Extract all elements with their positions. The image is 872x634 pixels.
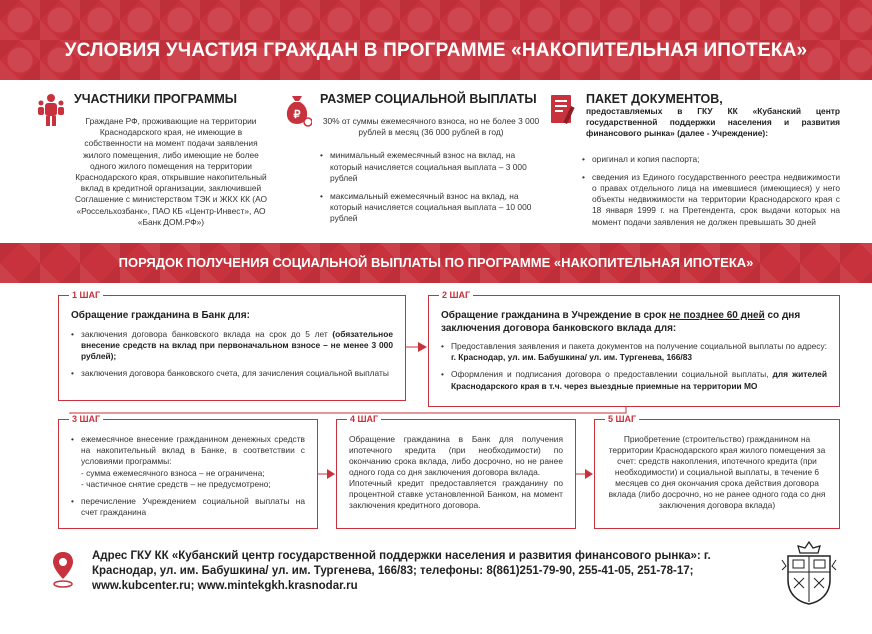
arrow-right-icon bbox=[576, 468, 594, 480]
step-4-box bbox=[336, 414, 576, 529]
step-4-text-credit: Обращение гражданина в Банк для получения ипотечного кредита (при необходимости) по окончанию срока вклада, либо досрочно, но не ранее одного года со дня заключения договора вклада. bbox=[349, 434, 563, 477]
svg-text:₽: ₽ bbox=[293, 109, 301, 121]
participants-section bbox=[36, 92, 268, 228]
documents-title: ПАКЕТ ДОКУМЕНТОВ, bbox=[586, 92, 723, 106]
step-5-text: Приобретение (строительство) гражданином на территории Краснодарского края жилого помещения за счет: средств накопления, ипотечного кредита (при необходимости) и социальной выплаты, в течение 6 месяцев со дня окончания срока действия договора вклада (либо досрочно, но не ранее одного года со дня заключения договора вклада) bbox=[608, 434, 826, 510]
people-icon bbox=[36, 92, 66, 128]
procedure-band bbox=[0, 243, 872, 283]
step-3-bullet-deposits: • ежемесячное внесение гражданином денежных средств на накопительный вклад в Банке, в соответствии с условиями программы: - сумма ежемесячного взноса – не ограничена; - частичное снятие средств – не предусмотрено; bbox=[71, 434, 305, 490]
header-banner bbox=[0, 0, 872, 80]
procedure-title: ПОРЯДОК ПОЛУЧЕНИЯ СОЦИАЛЬНОЙ ВЫПЛАТЫ ПО ПРОГРАММЕ «НАКОПИТЕЛЬНАЯ ИПОТЕКА» bbox=[118, 255, 754, 270]
location-pin-icon bbox=[52, 551, 74, 589]
payment-bullet-min: • минимальный ежемесячный взнос на вклад, на который начисляется социальная выплата – 3 000 рублей bbox=[320, 150, 542, 184]
documents-subtitle: предоставляемых в ГКУ КК «Кубанский центр государственной поддержки населения и развития финансового рынка» (далее - Учреждение): bbox=[586, 106, 840, 139]
documents-section bbox=[548, 92, 840, 235]
step-3-bullet-transfer: • перечисление Учреждением социальной выплаты на счет гражданина bbox=[71, 496, 305, 518]
footer-address: Адрес ГКУ КК «Кубанский центр государственной поддержки населения и развития финансового рынка»: г. Краснодар, ул. им. Бабушкина/ ул. им. Тургенева, 166/83; телефоны: 8(861)251-79-90, 255-41-05, 251-78-17; www.kubcenter.ru; www.mintekgkh.krasnodar.ru bbox=[92, 550, 711, 592]
document-icon bbox=[548, 92, 578, 128]
payment-title: РАЗМЕР СОЦИАЛЬНОЙ ВЫПЛАТЫ bbox=[320, 92, 537, 106]
arrow-right-icon bbox=[406, 341, 428, 353]
step-1-box bbox=[58, 290, 406, 401]
step-2-head: Обращение гражданина в Учреждение в срок не позднее 60 дней со дня заключения договора банковского вклада для: bbox=[441, 310, 801, 334]
step-1-label: 1 ШАГ bbox=[69, 290, 103, 300]
step-2-bullet-contract: • Оформления и подписания договора о предоставлении социальной выплаты, для жителей Краснодарского края в т.ч. через выездные приемные на территории МО bbox=[441, 369, 827, 391]
step-1-head: Обращение гражданина в Банк для: bbox=[71, 310, 250, 321]
payment-bullets bbox=[320, 150, 542, 224]
step-5-box bbox=[594, 414, 840, 529]
participants-text: Граждане РФ, проживающие на территории Краснодарского края, не имеющие в собственности на момент подачи заявления жилого помещения, либо имеющие не более одного жилого помещения на территории Краснодарского края, открывшие накопительный вклад в кредитной организации, заключившей Соглашение с министерством ТЭК и ЖКХ КК (АО «Россельхозбанк», ПАО КБ «Центр-Инвест», АО «Банк ДОМ.РФ») bbox=[74, 116, 268, 227]
step-2-bullet-application: • Предоставления заявления и пакета документов на получение социальной выплаты по адресу: г. Краснодар, ул. им. Бабушкина/ ул. им. Тургенева, 166/83 bbox=[441, 341, 827, 363]
coat-of-arms-icon bbox=[780, 540, 838, 606]
documents-bullet-passport: • оригинал и копия паспорта; bbox=[582, 154, 840, 165]
payment-text: 30% от суммы ежемесячного взноса, но не более 3 000 рублей в месяц (36 000 рублей в год) bbox=[322, 116, 540, 138]
arrow-right-icon bbox=[318, 468, 336, 480]
step-3-box bbox=[58, 414, 318, 529]
payment-bullet-max: • максимальный ежемесячный взнос на вклад, на который начисляется социальная выплата – 10 000 рублей bbox=[320, 191, 542, 225]
step-1-bullet-account: • заключения договора банковского счета, для зачисления социальной выплаты bbox=[71, 368, 393, 379]
step-4-text-rate: Ипотечный кредит предоставляется гражданину по процентной ставке установленной Банком, на момент заключения кредитного договора. bbox=[349, 478, 563, 510]
step-4-label: 4 ШАГ bbox=[347, 414, 381, 424]
documents-bullet-egrn: • сведения из Единого государственного реестра недвижимости о правах отдельного лица на имевшиеся (имеющиеся) у него объекты недвижимости на территории Краснодарского края с 18 января 1999 г. на Претендента, срок выдачи которых на момент подачи заявления не должен превышать 30 дней bbox=[582, 172, 840, 228]
documents-bullets bbox=[548, 154, 840, 228]
step-3-label: 3 ШАГ bbox=[69, 414, 103, 424]
step-2-box bbox=[428, 290, 840, 407]
step-2-label: 2 ШАГ bbox=[439, 290, 473, 300]
money-bag-icon bbox=[282, 92, 312, 128]
participants-title: УЧАСТНИКИ ПРОГРАММЫ bbox=[74, 92, 238, 106]
page-title: УСЛОВИЯ УЧАСТИЯ ГРАЖДАН В ПРОГРАММЕ «НАКОПИТЕЛЬНАЯ ИПОТЕКА» bbox=[64, 40, 808, 61]
step-5-label: 5 ШАГ bbox=[605, 414, 639, 424]
step-1-bullet-deposit: • заключения договора банковского вклада на срок до 5 лет (обязательное внесение средств на вклад при первоначальном взносе – не менее 3 000 рублей); bbox=[71, 329, 393, 363]
payment-section bbox=[282, 92, 542, 232]
